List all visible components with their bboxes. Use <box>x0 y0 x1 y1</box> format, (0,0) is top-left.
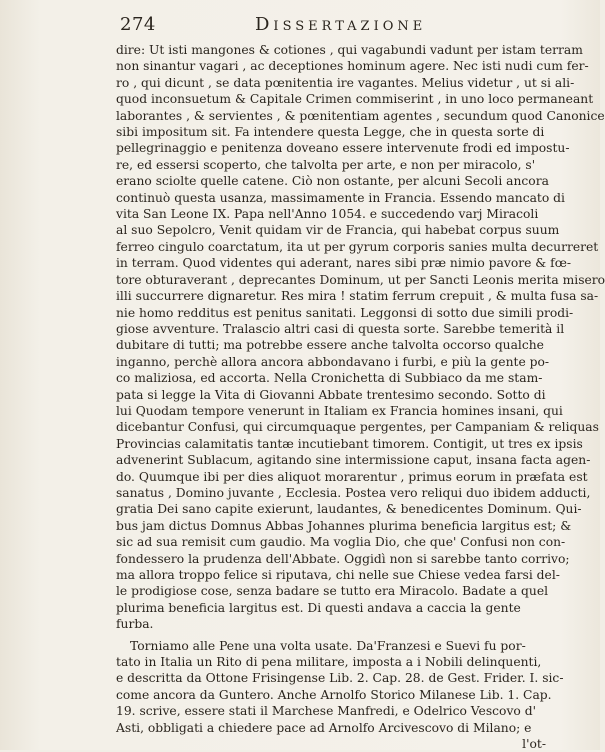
text-line: ferreo cingulo coarctatum, ita ut per gyrum corporis sanies multa decurreret <box>116 239 599 254</box>
text-line: gratia Dei sano capite exierunt, laudantes, & benedicentes Dominum. Qui- <box>116 502 582 517</box>
text-line: non sinantur vagari , ac deceptiones hominum agere. Nec isti nudi cum fer- <box>116 59 589 74</box>
text-line: Asti, obbligati a chiedere pace ad Arnolfo Arcivescovo di Milano; e <box>116 720 532 735</box>
text-line: sic ad sua remisit cum gaudio. Ma voglia Dio, che que' Confusi non con- <box>116 535 566 550</box>
text-line: do. Quumque ibi per dies aliquot morarentur , primus eorum in præfata est <box>116 469 588 484</box>
text-line: le prodigiose cose, senza badare se tutto era Miracolo. Badate a quel <box>116 584 549 599</box>
text-line: Torniamo alle Pene una volta usate. Da'Franzesi e Suevi fu por- <box>130 638 526 653</box>
text-line: illi succurrere dignaretur. Res mira ! statim ferrum crepuit , & multa fusa sa- <box>116 289 599 304</box>
text-line: fondessero la prudenza dell'Abbate. Oggidì non si sarebbe tanto corrivo; <box>116 551 570 566</box>
text-line: erano sciolte quelle catene. Ciò non ostante, per alcuni Secoli ancora <box>116 174 549 189</box>
text-line: continuò questa usanza, massimamente in Francia. Essendo mancato di <box>116 190 565 205</box>
text-line: re, ed essersi scoperto, che talvolta per arte, e non per miracolo, s' <box>116 157 536 172</box>
text-line: pellegrinaggio e penitenza doveano essere intervenute frodi ed impostu- <box>116 141 570 156</box>
text-line: al suo Sepolcro, Venit quidam vir de Francia, qui habebat corpus suum <box>116 223 560 238</box>
text-line: tore obturaverant , deprecantes Dominum, ut per Sancti Leonis merita misero <box>116 272 605 287</box>
text-line: dire: Ut isti mangones & cotiones , qui vagabundi vadunt per istam terram <box>116 43 583 57</box>
text-line: nie homo redditus est penitus sanitati. Leggonsi di sotto due simili prodi- <box>116 305 574 320</box>
text-line: tato in Italia un Rito di pena militare, imposta a i Nobili delinquenti, <box>116 655 542 670</box>
text-line: dubitare di tutti; ma potrebbe essere anche talvolta occorso qualche <box>116 338 544 353</box>
text-line: 19. scrive, essere stati il Marchese Manfredi, e Odelrico Vescovo d' <box>116 704 536 719</box>
text-line: come ancora da Guntero. Anche Arnolfo Storico Milanese Lib. 1. Cap. <box>116 687 552 702</box>
text-line: bus jam dictus Domnus Abbas Johannes plurima beneficia largitus est; & <box>116 518 572 533</box>
text-line: sanatus , Domino juvante , Ecclesia. Postea vero reliqui duo ibidem adducti, <box>116 485 591 500</box>
page-number: 274 <box>120 14 156 35</box>
text-line: pata si legge la Vita di Giovanni Abbate trentesimo secondo. Sotto di <box>116 387 546 402</box>
text-line: lui Quodam tempore venerunt in Italiam ex Francia homines insani, qui <box>116 403 563 418</box>
text-line: co maliziosa, ed accorta. Nella Cronichetta di Subbiaco da me stam- <box>116 371 543 386</box>
text-line: sibi impositum sit. Fa intendere questa Legge, che in questa sorte di <box>116 125 545 140</box>
text-line: plurima beneficia largitus est. Di questi andava a caccia la gente <box>116 600 521 615</box>
text-line: Provincias calamitatis tantæ incutiebant timorem. Contigit, ut tres ex ipsis <box>116 436 583 451</box>
text-line: giose avventure. Tralascio altri casi di questa sorte. Sarebbe temerità il <box>116 321 565 336</box>
text-line: ma allora troppo felice si riputava, chi nelle sue Chiese vedea farsi del- <box>116 568 560 582</box>
page-header <box>120 14 540 40</box>
text-line: vita San Leone IX. Papa nell'Anno 1054. e succedendo varj Miracoli <box>116 207 539 222</box>
text-line: ro , qui dicunt , se data pœnitentia ire vagantes. Melius videtur , ut si ali- <box>116 75 575 90</box>
text-line: inganno, perchè allora ancora abbondavano i furbi, e più la gente po- <box>116 354 550 369</box>
text-line: furba. <box>116 617 154 632</box>
catchword: l'ot- <box>522 737 546 752</box>
body-text <box>116 42 605 752</box>
text-line: e descritta da Ottone Frisingense Lib. 2. Cap. 28. de Gest. Frider. I. sic- <box>116 671 564 686</box>
text-line: dicebantur Confusi, qui circumquaque pergentes, per Campaniam & reliquas <box>116 420 599 435</box>
text-line: quod inconsuetum & Capitale Crimen commiserint , in uno loco permaneant <box>116 92 594 107</box>
running-head: Dissertazione <box>255 14 427 35</box>
text-line: in terram. Quod videntes qui aderant, nares sibi præ nimio pavore & fœ- <box>116 256 572 271</box>
text-line: laborantes , & servientes , & pœnitentiam agentes , secundum quod Canonice <box>116 108 605 123</box>
text-line: advenerint Sublacum, agitando sine intermissione caput, insana facta agen- <box>116 453 591 468</box>
